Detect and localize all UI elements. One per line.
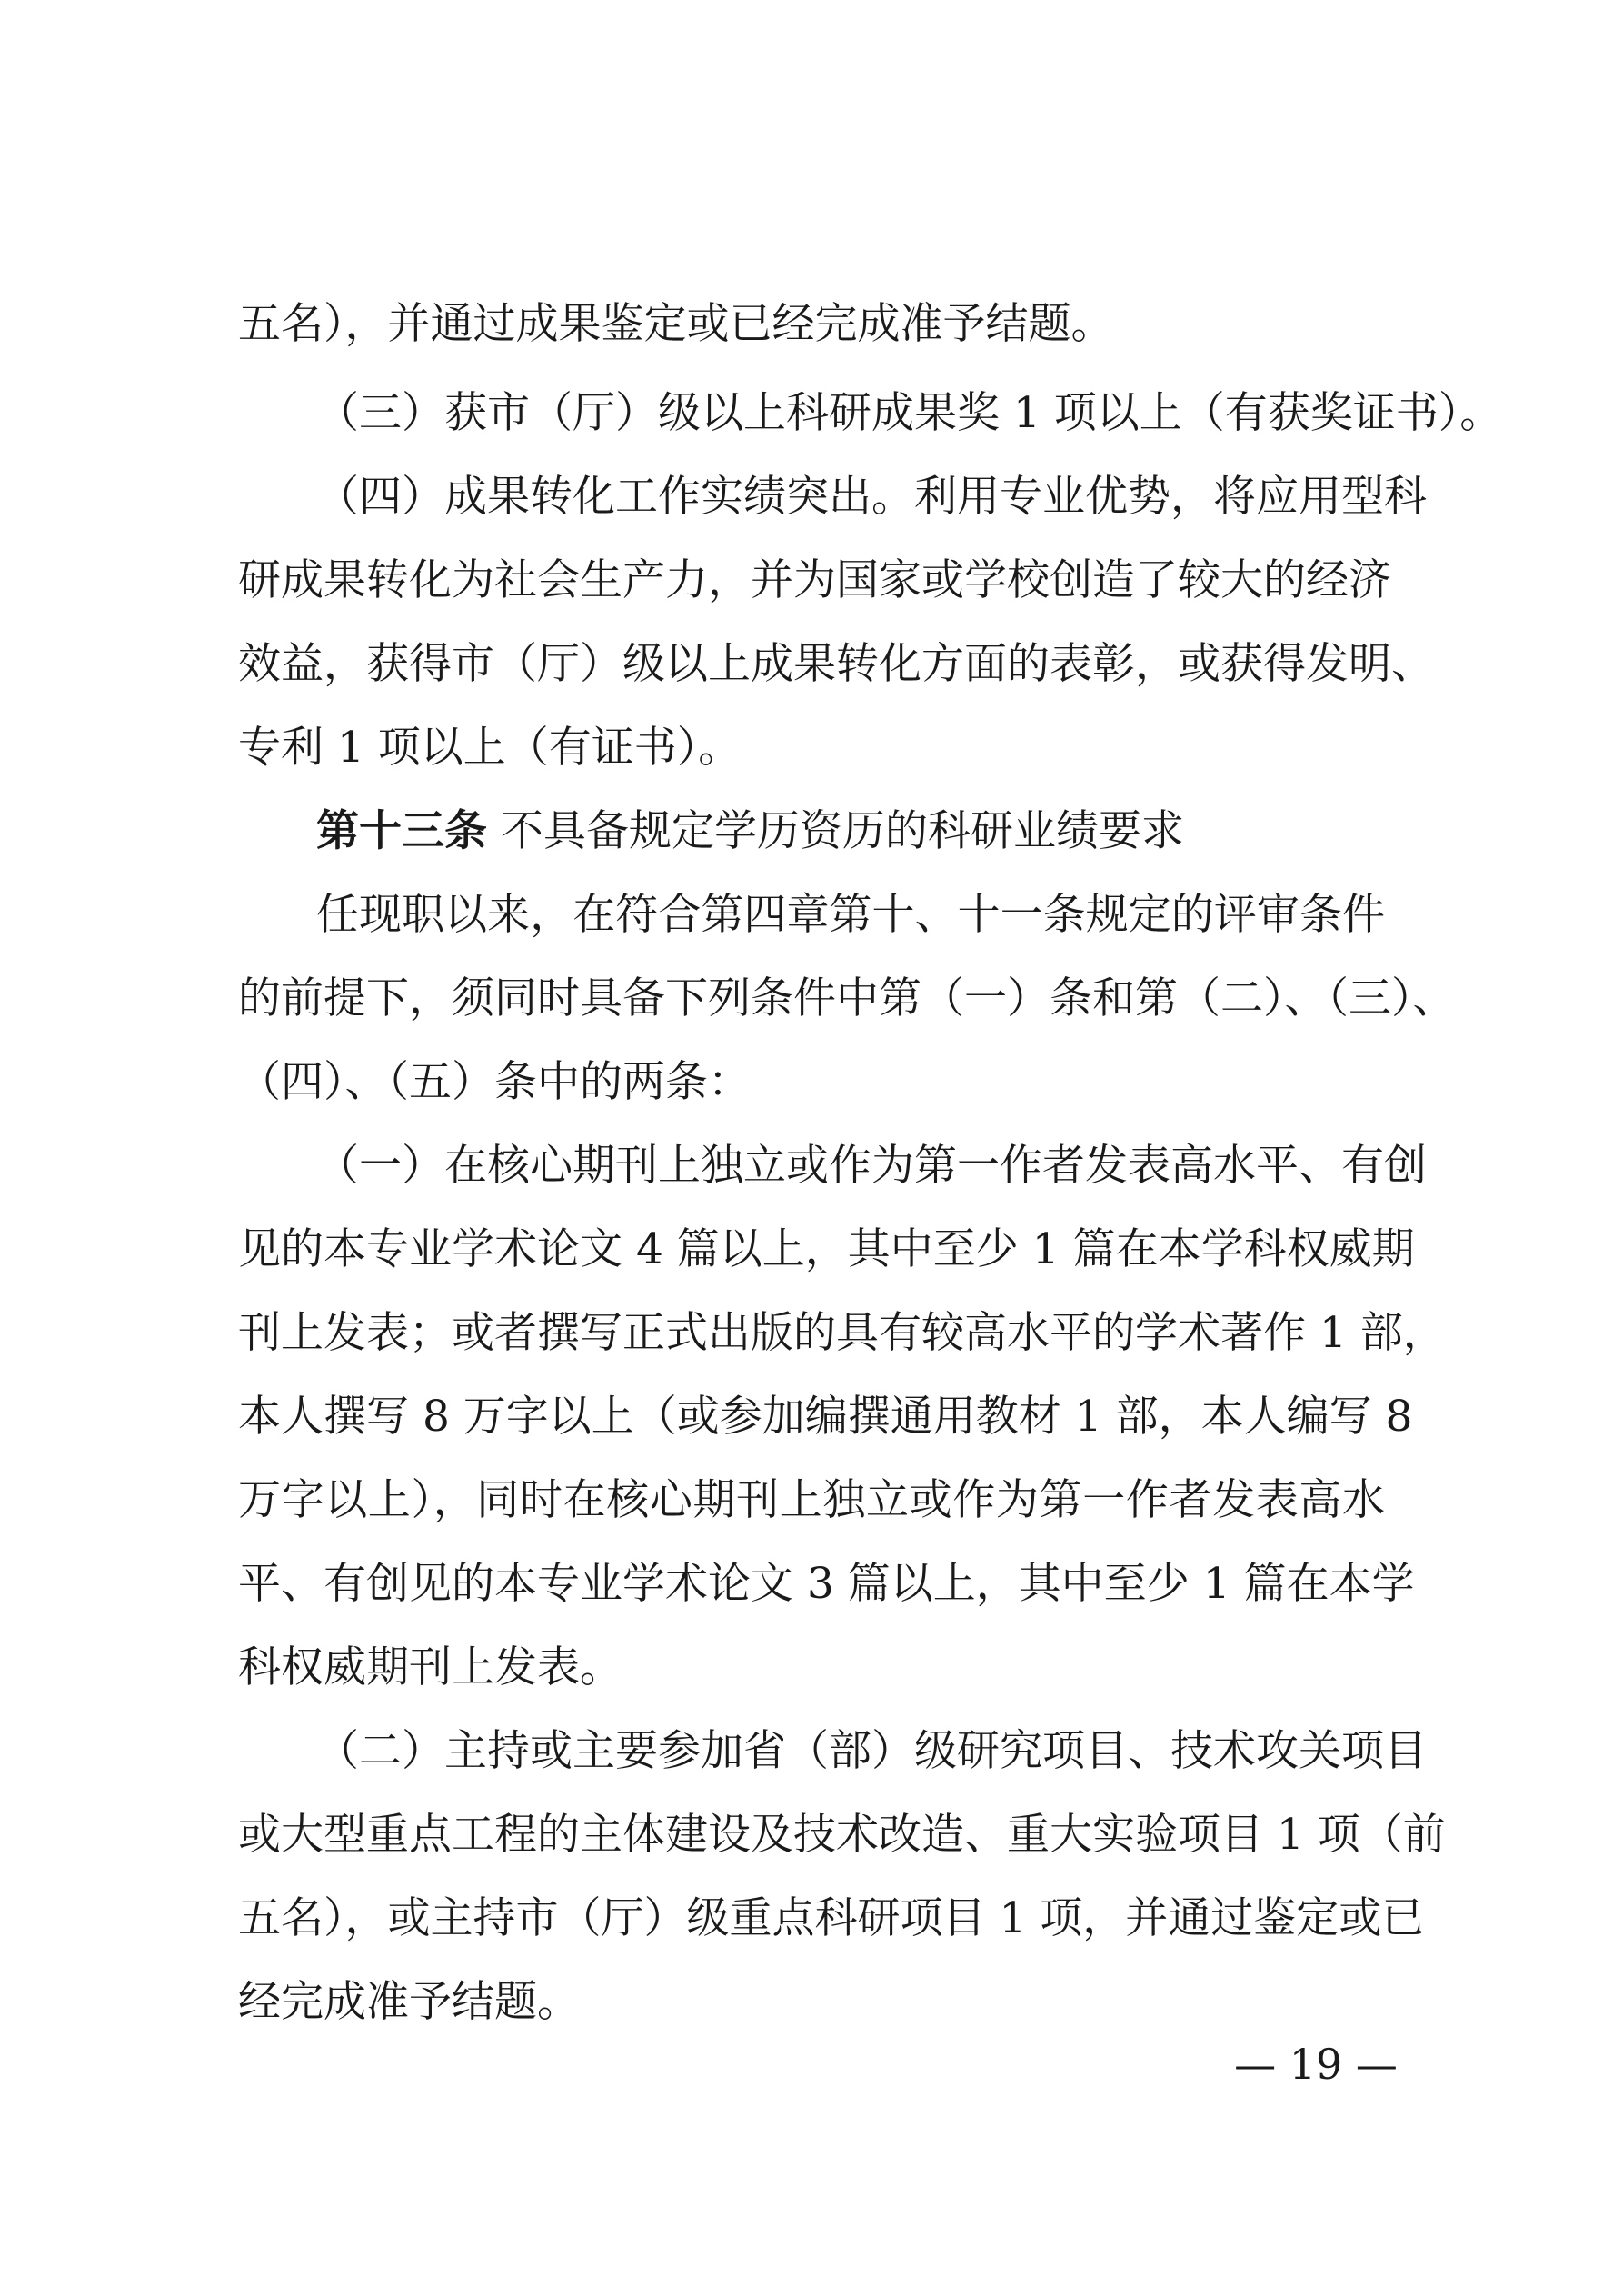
page-number: — 19 — [1234, 2040, 1398, 2089]
text-line: 专利 1 项以上（有证书）。 [238, 723, 742, 773]
text-line: 或大型重点工程的主体建设及技术改造、重大实验项目 1 项（前 [238, 1810, 1446, 1860]
text-line: 本人撰写 8 万字以上（或参加编撰通用教材 1 部，本人编写 8 [238, 1392, 1413, 1442]
text-line: 平、有创见的本专业学术论文 3 篇以上，其中至少 1 篇在本学 [238, 1559, 1415, 1609]
text-line: 经完成准予结题。 [238, 1977, 580, 2027]
text-line: 万字以上），同时在核心期刊上独立或作为第一作者发表高水 [238, 1475, 1385, 1525]
text-line: 任现职以来，在符合第四章第十、十一条规定的评审条件 [316, 890, 1385, 940]
article-heading [316, 793, 1385, 871]
text-line: 效益，获得市（厅）级以上成果转化方面的表彰，或获得发明、 [238, 639, 1434, 689]
text-line: 刊上发表；或者撰写正式出版的具有较高水平的学术著作 1 部， [238, 1308, 1446, 1358]
text-line: 的前提下，须同时具备下列条件中第（一）条和第（二）、（三）、 [238, 973, 1456, 1023]
text-line: 五名），或主持市（厅）级重点科研项目 1 项，并通过鉴定或已 [238, 1893, 1425, 1943]
article-title: 不具备规定学历资历的科研业绩要求 [500, 806, 1184, 856]
text-line: （四）成果转化工作实绩突出。利用专业优势，将应用型科 [316, 472, 1427, 522]
article-number: 第十三条 [316, 806, 487, 856]
text-line: 科权威期刊上发表。 [238, 1642, 622, 1692]
text-line: （三）获市（厅）级以上科研成果奖 1 项以上（有获奖证书）。 [316, 388, 1503, 438]
text-line: （一）在核心期刊上独立或作为第一作者发表高水平、有创 [316, 1141, 1427, 1191]
text-line: 研成果转化为社会生产力，并为国家或学校创造了较大的经济 [238, 555, 1391, 605]
text-line: （四）、（五）条中的两条： [238, 1057, 751, 1107]
text-line: 见的本专业学术论文 4 篇以上，其中至少 1 篇在本学科权威期 [238, 1224, 1415, 1274]
text-line: （二）主持或主要参加省（部）级研究项目、技术攻关项目 [316, 1726, 1427, 1776]
text-line: 五名），并通过成果鉴定或已经完成准予结题。 [238, 299, 1114, 349]
